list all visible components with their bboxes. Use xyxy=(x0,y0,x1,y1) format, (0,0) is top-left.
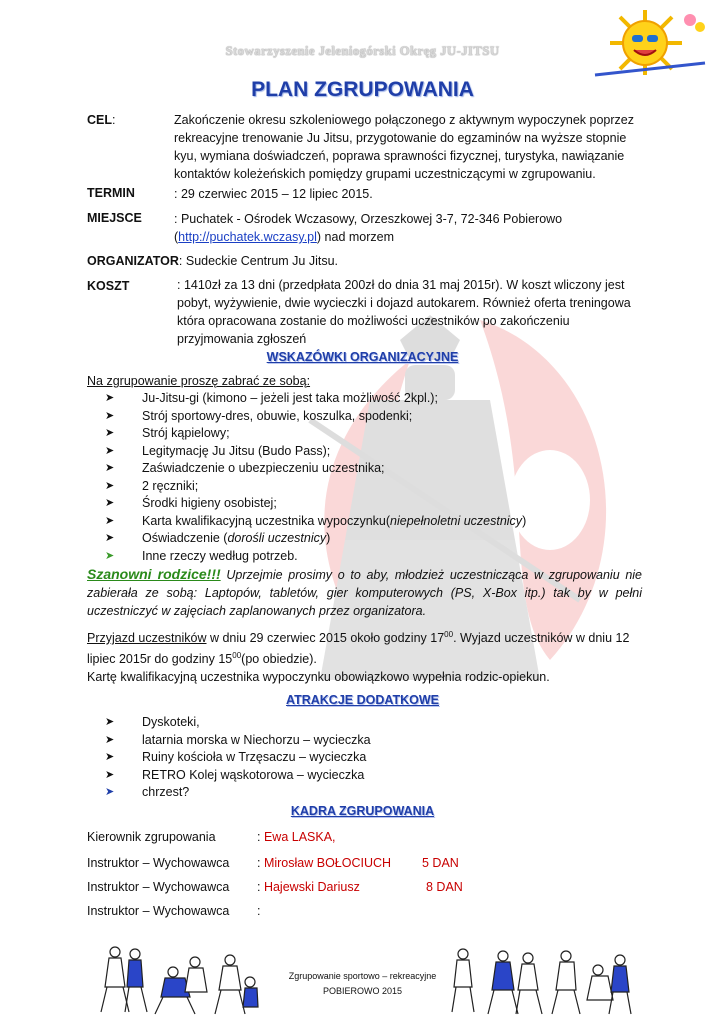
list-item xyxy=(105,478,526,496)
judo-figures-icon xyxy=(95,942,260,1017)
cel-text: Zakończenie okresu szkoleniowego połączonego z aktywnym wypoczynek poprzez rekreacyjne trenowanie Ju Jitsu, przygotowanie do egzaminów na wyższe stopnie kyu, wymiana doświadczeń, poprawa sprawności fizycznej, turystyka, nawiązanie kontaktów koleżeńskich pomiędzy grupami uczestniczącymi w zgrupowaniu. xyxy=(174,113,634,181)
judo-figures-icon xyxy=(448,942,633,1017)
list-item xyxy=(105,408,526,426)
staff-rank: 8 DAN xyxy=(426,880,463,894)
list-item-text: Strój sportowy-dres, obuwie, koszulka, spodenki; xyxy=(142,408,413,423)
list-item xyxy=(105,732,371,750)
list-item xyxy=(105,443,526,461)
arrowhead-bullet-icon: ➤ xyxy=(105,751,115,763)
wskazowki-intro xyxy=(87,374,310,388)
staff-role: Kierownik zgrupowania xyxy=(87,830,216,844)
list-item-text: Strój kąpielowy; xyxy=(142,426,230,440)
list-item-text: chrzest? xyxy=(142,785,190,799)
footer-line-2: POBIEROWO 2015 xyxy=(322,986,403,996)
arrowhead-bullet-icon: ➤ xyxy=(105,733,115,746)
organization-name: Stowarzyszenie Jeleniogórski Okręg JU-JITSU xyxy=(225,43,500,58)
list-item xyxy=(105,530,526,548)
travel-arrival-minutes: 00 xyxy=(444,630,454,639)
list-item-note: niepełnoletni uczestnicy xyxy=(390,513,523,528)
list-item-text: Dyskoteki, xyxy=(142,715,200,729)
travel-card-note: Kartę kwalifikacyjną uczestnika wypoczynku obowiązkowo wypełnia rodzic-opiekun. xyxy=(87,670,550,684)
arrowhead-bullet-icon: ➤ xyxy=(105,549,115,562)
koszt-text: : 1410zł za 13 dni (przedpłata 200zł do dnia 31 maj 2015r). W koszt wliczony jest pobyt, wyżywienie, dwie wycieczki i dojazd autokarem. Również oferta treningowa która opracowana zostanie do możliwości uczestników po zakończeniu przyjmowania zgłoszeń xyxy=(177,278,631,346)
staff-row xyxy=(87,904,261,918)
kadra-heading: KADRA ZGRUPOWANIA xyxy=(290,804,435,818)
staff-name: Hajewski Dariusz xyxy=(260,880,360,894)
list-item xyxy=(105,460,526,478)
arrowhead-bullet-icon: ➤ xyxy=(105,514,115,527)
miejsce-paren: ( xyxy=(174,230,179,244)
staff-role: Instruktor – Wychowawca xyxy=(87,904,230,918)
list-item xyxy=(105,495,526,513)
arrowhead-bullet-icon: ➤ xyxy=(105,479,115,492)
staff-name-cell xyxy=(257,880,360,894)
koszt-label: KOSZT xyxy=(87,279,130,293)
list-item xyxy=(105,749,371,767)
arrowhead-bullet-icon: ➤ xyxy=(105,497,115,509)
arrowhead-bullet-icon: ➤ xyxy=(105,532,115,544)
staff-name: Ewa LASKA, xyxy=(260,830,336,844)
miejsce-text xyxy=(174,210,644,246)
staff-colon: : xyxy=(257,880,261,894)
list-item-text: Ju-Jitsu-gi (kimono – jeżeli jest taka możliwość 2kpl.); xyxy=(142,391,438,405)
miejsce-tail: ) nad morzem xyxy=(316,230,395,244)
staff-colon: : xyxy=(257,830,261,844)
miejsce-label: MIEJSCE xyxy=(87,211,142,225)
organizator-text: : Sudeckie Centrum Ju Jitsu. xyxy=(178,254,339,268)
wskazowki-intro-text: Na zgrupowanie proszę zabrać ze sobą: xyxy=(87,374,311,388)
travel-departure-minutes: 00 xyxy=(232,651,242,661)
travel-arrival-text: w dniu 29 czerwiec 2015 około godziny 17 xyxy=(206,631,445,646)
footer-text xyxy=(270,969,455,999)
staff-role: Instruktor – Wychowawca xyxy=(87,856,230,870)
list-item-text: Inne rzeczy według potrzeb. xyxy=(142,548,298,563)
parents-notice-text: Uprzejmie prosimy o to aby, młodzież uczestnicząca w zgrupowaniu nie zabierała ze sobą: Laptopów, tabletów, gier komputerowych (PS, X-Box itp.) tak by w pełni uczestniczyć w zajęciach zaplanowanych przez organizatora. xyxy=(87,568,643,618)
termin-text: : 29 czerwiec 2015 – 12 lipiec 2015. xyxy=(174,187,373,201)
list-item xyxy=(105,425,526,443)
termin-label: TERMIN xyxy=(87,186,135,200)
list-item-close: ) xyxy=(326,531,331,545)
cel-label: CEL: xyxy=(87,113,116,127)
arrowhead-bullet-icon: ➤ xyxy=(105,768,115,781)
staff-role: Instruktor – Wychowawca xyxy=(87,880,230,894)
list-item xyxy=(105,390,526,408)
organizator-label: ORGANIZATOR xyxy=(87,254,179,268)
travel-info xyxy=(87,626,642,668)
organizator-row xyxy=(87,254,338,268)
list-item-text: Oświadczenie ( xyxy=(142,531,228,545)
travel-arrival-label: Przyjazd uczestników xyxy=(87,631,207,646)
list-item-text: Legitymację Ju Jitsu (Budo Pass); xyxy=(142,443,331,458)
staff-name-cell xyxy=(257,856,391,870)
staff-colon: : xyxy=(257,856,261,870)
travel-departure-text: . Wyjazd uczestników w dniu 12 lipiec 2015r do godziny 15 xyxy=(87,631,630,667)
staff-row xyxy=(87,830,336,844)
staff-row xyxy=(87,856,459,870)
staff-rank: 5 DAN xyxy=(422,856,459,870)
arrowhead-bullet-icon: ➤ xyxy=(105,409,115,422)
staff-colon: : xyxy=(257,904,261,918)
list-item-close: ) xyxy=(522,513,527,528)
arrowhead-bullet-icon: ➤ xyxy=(105,716,115,728)
staff-name-cell xyxy=(257,830,336,844)
travel-departure-tail: (po obiedzie). xyxy=(241,652,317,667)
list-item xyxy=(105,513,526,531)
parents-notice xyxy=(87,565,642,620)
packing-list xyxy=(105,390,526,565)
miejsce-address: : Puchatek - Ośrodek Wczasowy, Orzeszkowej 3-7, 72-346 Pobierowo xyxy=(174,212,563,226)
list-item-text: 2 ręczniki; xyxy=(142,478,199,493)
parents-greeting: Szanowni rodzice!!! xyxy=(87,566,221,582)
list-item-text: Ruiny kościoła w Trzęsaczu – wycieczka xyxy=(142,750,367,764)
list-item-text: RETRO Kolej wąskotorowa – wycieczka xyxy=(142,767,365,782)
list-item-text: Zaświadczenie o ubezpieczeniu uczestnika; xyxy=(142,461,385,475)
list-item-note: dorośli uczestnicy xyxy=(227,531,327,545)
staff-row xyxy=(87,880,463,894)
miejsce-link[interactable]: http://puchatek.wczasy.pl xyxy=(178,230,317,244)
list-item xyxy=(105,548,526,566)
arrowhead-bullet-icon: ➤ xyxy=(105,462,115,474)
list-item-text: latarnia morska w Niechorzu – wycieczka xyxy=(142,732,371,747)
list-item-text: Karta kwalifikacyjną uczestnika wypoczynku( xyxy=(142,513,391,528)
staff-name-cell xyxy=(257,904,260,918)
page-title: PLAN ZGRUPOWANIA xyxy=(251,78,474,101)
arrowhead-bullet-icon: ➤ xyxy=(105,427,115,439)
list-item xyxy=(105,714,371,732)
arrowhead-bullet-icon: ➤ xyxy=(105,786,115,798)
footer-line-1: Zgrupowanie sportowo – rekreacyjne xyxy=(288,971,437,981)
attractions-list xyxy=(105,714,371,802)
staff-name: Mirosław BOŁOCIUCH xyxy=(260,856,392,870)
arrowhead-bullet-icon: ➤ xyxy=(105,444,115,457)
arrowhead-bullet-icon: ➤ xyxy=(105,392,115,404)
atrakcje-heading: ATRAKCJE DODATKOWE xyxy=(285,693,439,707)
list-item-text: Środki higieny osobistej; xyxy=(142,496,277,510)
wskazowki-heading: WSKAZÓWKI ORGANIZACYJNE xyxy=(266,350,459,364)
list-item xyxy=(105,767,371,785)
cel-label-text: CEL xyxy=(87,113,112,127)
list-item xyxy=(105,784,371,802)
